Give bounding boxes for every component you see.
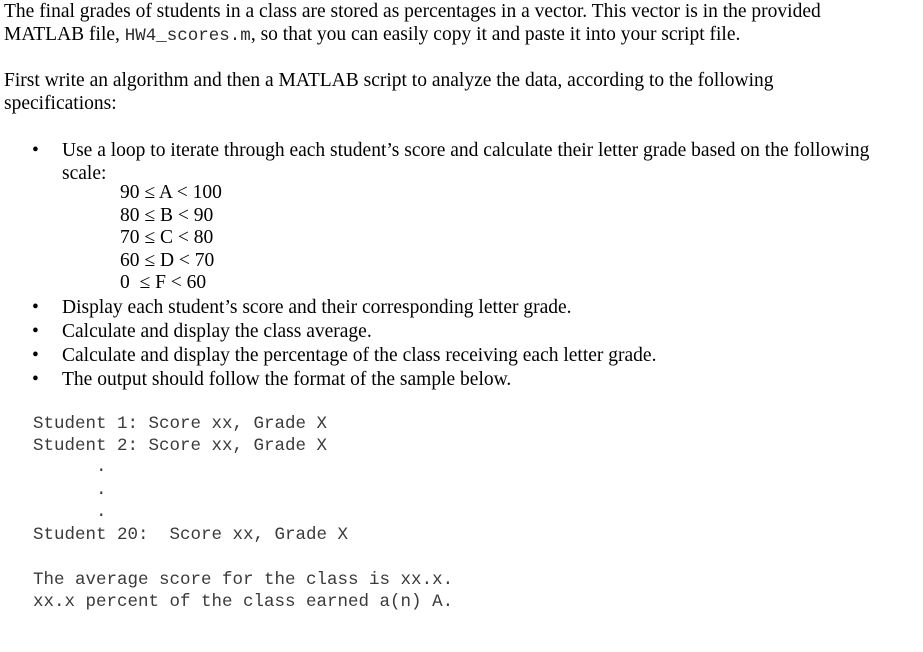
instructions-paragraph — [4, 69, 774, 115]
bullet-icon: • — [32, 297, 39, 318]
grade-scale-f: 0 ≤ F < 60 — [120, 272, 207, 294]
instructions-line-2: specifications: — [4, 93, 117, 114]
vertical-ellipsis-dot-1: . — [96, 457, 107, 477]
sample-output-average: The average score for the class is xx.x. — [33, 570, 454, 590]
bullet-1-line-2: scale: — [62, 163, 107, 184]
bullet-icon: • — [32, 140, 39, 161]
vertical-ellipsis-dot-2: . — [96, 480, 107, 500]
bullet-text-5: The output should follow the format of the sample below. — [62, 369, 512, 390]
bullet-text-3: Calculate and display the class average. — [62, 321, 372, 342]
sample-output-student-20: Student 20: Score xx, Grade X — [33, 525, 349, 545]
grade-scale-d: 60 ≤ D < 70 — [120, 249, 215, 271]
intro-line-2-prefix: MATLAB file, — [4, 24, 125, 45]
instructions-line-1: First write an algorithm and then a MATLAB script to analyze the data, according to the following — [4, 70, 774, 91]
bullet-text-4: Calculate and display the percentage of the class receiving each letter grade. — [62, 345, 657, 366]
bullet-text-1 — [62, 139, 892, 185]
vertical-ellipsis-dot-3: . — [96, 502, 107, 522]
intro-line-2-suffix: , so that you can easily copy it and paste it into your script file. — [250, 24, 741, 45]
grade-scale — [120, 182, 222, 295]
bullet-1-line-1: Use a loop to iterate through each student’s score and calculate their letter grade based on the following — [62, 140, 870, 161]
sample-output-student-2: Student 2: Score xx, Grade X — [33, 436, 328, 456]
grade-scale-c: 70 ≤ C < 80 — [120, 227, 214, 249]
bullet-text-2: Display each student’s score and their corresponding letter grade. — [62, 297, 572, 318]
intro-line-1: The final grades of students in a class are stored as percentages in a vector. This vector is in the provided — [4, 1, 821, 22]
bullet-icon: • — [32, 345, 39, 366]
intro-paragraph — [4, 0, 821, 48]
sample-output-percent: xx.x percent of the class earned a(n) A. — [33, 592, 454, 612]
bullet-icon: • — [32, 321, 39, 342]
grade-scale-b: 80 ≤ B < 90 — [120, 204, 214, 226]
grade-scale-a: 90 ≤ A < 100 — [120, 182, 222, 203]
sample-output-student-1: Student 1: Score xx, Grade X — [33, 414, 328, 434]
filename-code: HW4_scores.m — [124, 26, 251, 46]
bullet-icon: • — [32, 369, 39, 390]
